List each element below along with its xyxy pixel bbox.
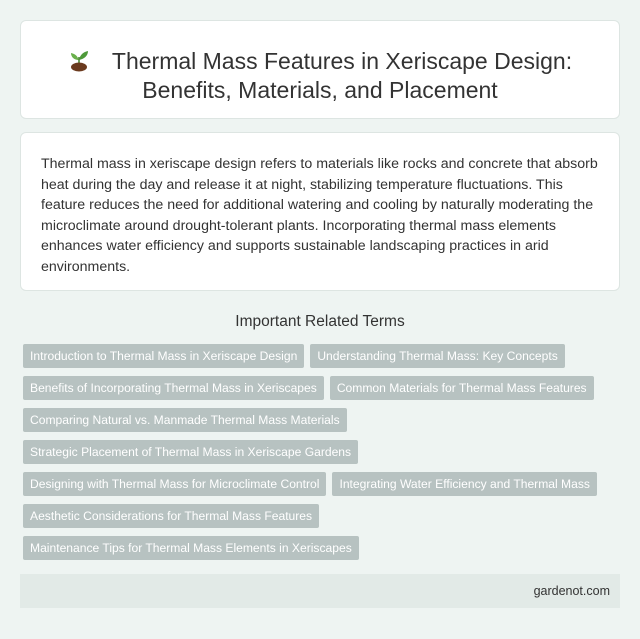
description-text: Thermal mass in xeriscape design refers to materials like rocks and concrete that absorb heat during the day and release it at night, stabilizing temperature fluctuations. This feature reduces the need for additional watering and cooling by naturally moderating the microclimate around drought-tolerant plants. Incorporating thermal mass elements enhances water efficiency and supports sustainable landscaping practices in arid environments.: [41, 156, 598, 275]
footer-site-link[interactable]: gardenot.com: [533, 584, 610, 598]
related-term-tag[interactable]: Integrating Water Efficiency and Thermal Mass: [332, 472, 597, 496]
related-terms-heading: Important Related Terms: [235, 313, 405, 330]
sprout-icon: [68, 46, 90, 72]
related-terms-row: [23, 440, 623, 472]
title-text-line-1: Thermal Mass Features in Xeriscape Design:: [111, 48, 573, 74]
footer: [20, 574, 620, 608]
related-term-tag[interactable]: Understanding Thermal Mass: Key Concepts: [310, 344, 564, 368]
related-terms-row: [23, 472, 623, 504]
related-terms-row: [23, 504, 623, 536]
related-terms-list: [23, 344, 623, 568]
page-title: [21, 46, 619, 105]
title-line-1: [21, 46, 619, 76]
related-terms-row: [23, 344, 623, 376]
related-term-tag[interactable]: Strategic Placement of Thermal Mass in Xeriscape Gardens: [23, 440, 358, 464]
description-card: [20, 132, 620, 291]
related-term-tag[interactable]: Introduction to Thermal Mass in Xeriscape Design: [23, 344, 304, 368]
title-card: [20, 20, 620, 119]
related-term-tag[interactable]: Designing with Thermal Mass for Microclimate Control: [23, 472, 326, 496]
related-terms-row: [23, 376, 623, 408]
related-term-tag[interactable]: Aesthetic Considerations for Thermal Mass Features: [23, 504, 319, 528]
related-terms-row: [23, 536, 623, 568]
related-term-tag[interactable]: Maintenance Tips for Thermal Mass Elements in Xeriscapes: [23, 536, 359, 560]
title-line-2: Benefits, Materials, and Placement: [142, 77, 498, 103]
related-terms-row: [23, 408, 623, 440]
related-term-tag[interactable]: Common Materials for Thermal Mass Features: [330, 376, 594, 400]
related-term-tag[interactable]: Benefits of Incorporating Thermal Mass in Xeriscapes: [23, 376, 324, 400]
related-term-tag[interactable]: Comparing Natural vs. Manmade Thermal Mass Materials: [23, 408, 347, 432]
